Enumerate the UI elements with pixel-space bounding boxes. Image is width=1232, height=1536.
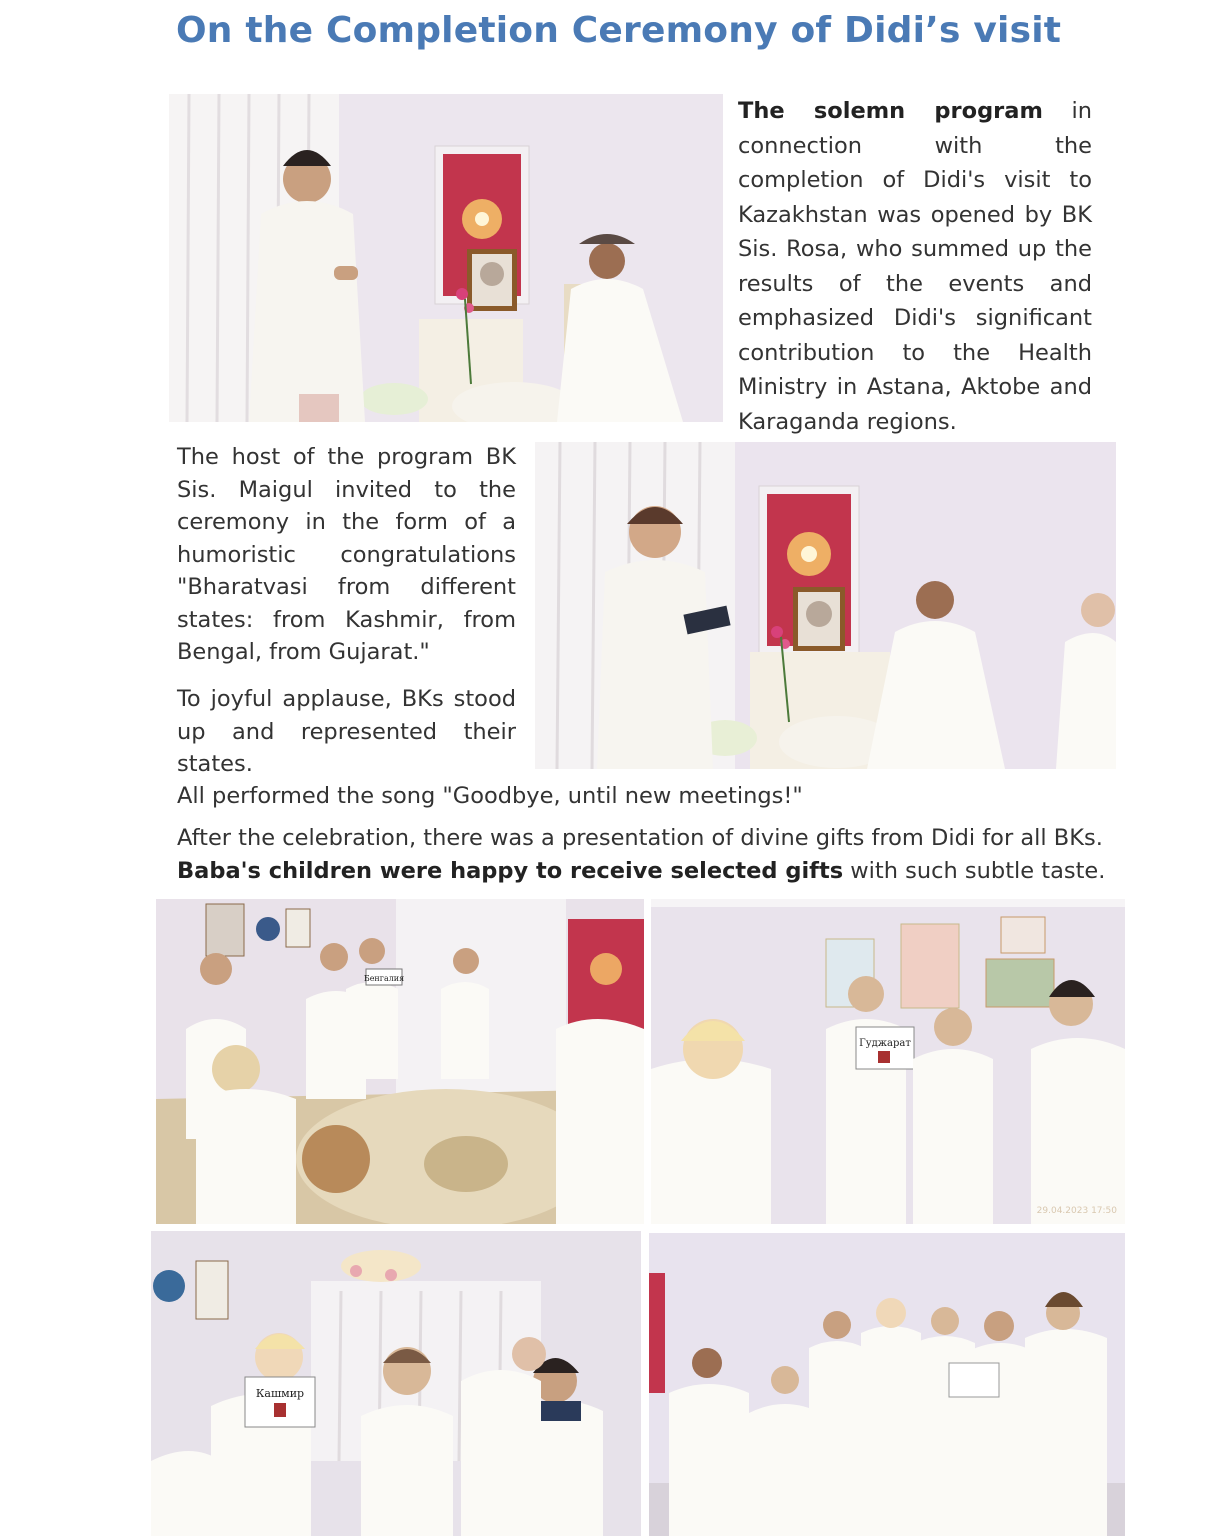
host-paragraph: The host of the program BK Sis. Maigul invited to the ceremony in the form of a humoristic congratulations "Bharatvasi from different states: from Kashmir, from Bengal, from Gujarat." [177, 444, 516, 665]
gifts-text-end: with such subtle taste. [843, 858, 1106, 884]
photo-rosa-speaking [169, 94, 723, 422]
gifts-bold-phrase: Baba's children were happy to receive selected gifts [177, 858, 844, 884]
applause-paragraph: To joyful applause, BKs stood up and represented their states. [177, 686, 516, 777]
photo-kashmir-group [151, 1231, 641, 1536]
photo-singing-group [649, 1233, 1125, 1536]
kashmir-sign: Кашмир [255, 1387, 305, 1400]
photo-bengal-group [156, 899, 644, 1224]
gujarat-sign: Гуджарат [859, 1038, 911, 1049]
page-title: On the Completion Ceremony of Didi’s visit [176, 10, 1062, 51]
photo-timestamp: 29.04.2023 17:50 [1036, 1206, 1117, 1216]
song-paragraph: All performed the song "Goodbye, until new meetings!" [177, 783, 803, 809]
gifts-text: After the celebration, there was a presentation of divine gifts from Didi for all BKs. [177, 825, 1103, 851]
photo-gujarat-group [651, 899, 1125, 1224]
intro-paragraph [738, 94, 1092, 439]
photo-maigul-reading [535, 442, 1116, 769]
gifts-paragraph [177, 822, 1117, 888]
intro-bold-phrase: The solemn program [738, 98, 1043, 124]
bengal-sign: Бенгалия [363, 974, 405, 983]
intro-text: in connection with the completion of Didi's visit to Kazakhstan was opened by BK Sis. Rosa, who summed up the results of the events and emphasized Didi's significant contribution to the Health Ministry in Astana, Aktobe and Karaganda regions. [738, 98, 1092, 435]
